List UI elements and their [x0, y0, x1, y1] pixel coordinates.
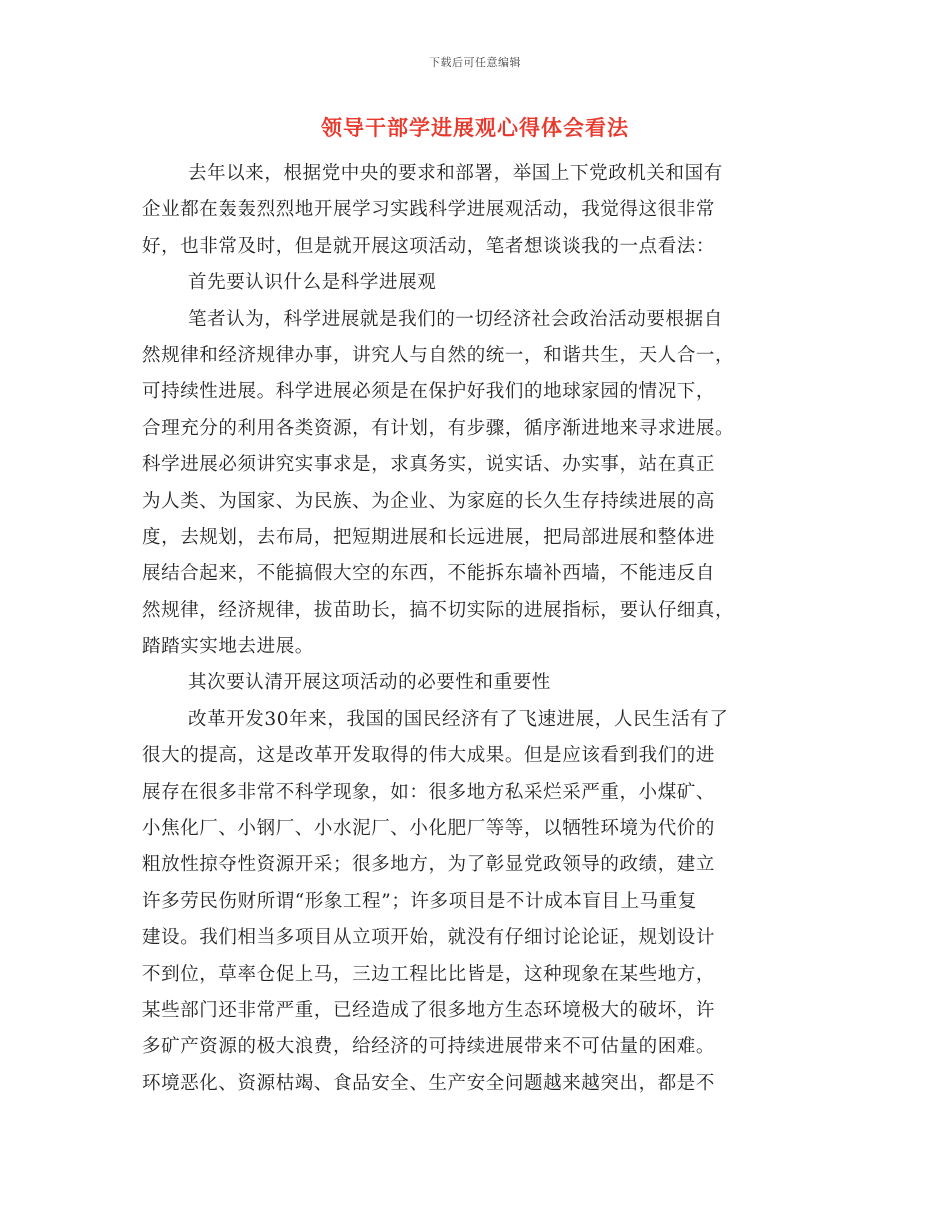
body-line: 粗放性掠夺性资源开采；很多地方，为了彰显党政领导的政绩，建立 [142, 854, 716, 876]
body-line: 首先要认识什么是科学进展观 [188, 272, 437, 294]
body-line: 为人类、为国家、为民族、为企业、为家庭的长久生存持续进展的高 [142, 490, 716, 512]
body-line: 改革开发30年来，我国的国民经济有了飞速进展，人民生活有了 [188, 708, 729, 730]
body-line: 度，去规划，去布局，把短期进展和长远进展，把局部进展和整体进 [142, 526, 716, 548]
body-line: 展结合起来，不能搞假大空的东西，不能拆东墙补西墙，不能违反自 [142, 563, 716, 585]
body-line: 多矿产资源的极大浪费，给经济的可持续进展带来不可估量的困难。 [142, 1036, 716, 1058]
body-line: 不到位，草率仓促上马，三边工程比比皆是，这种现象在某些地方， [142, 963, 716, 985]
body-line: 科学进展必须讲究实事求是，求真务实，说实话、办实事，站在真正 [142, 454, 716, 476]
body-line: 很大的提高，这是改革开发取得的伟大成果。但是应该看到我们的进 [142, 745, 716, 767]
body-line: 合理充分的利用各类资源，有计划，有步骤，循序渐进地来寻求进展。 [142, 417, 735, 439]
body-line: 然规律和经济规律办事，讲究人与自然的统一，和谐共生，天人合一， [142, 344, 735, 366]
document-title: 领导干部学进展观心得体会看法 [321, 115, 629, 140]
body-line: 笔者认为，科学进展就是我们的一切经济社会政治活动要根据自 [188, 308, 723, 330]
body-line: 然规律，经济规律，拔苗助长，搞不切实际的进展指标，要认仔细真， [142, 599, 735, 621]
document-body [142, 156, 808, 1102]
body-line: 建设。我们相当多项目从立项开始，就没有仔细讨论论证，规划设计 [142, 927, 716, 949]
body-line: 小焦化厂、小钢厂、小水泥厂、小化肥厂等等，以牺牲环境为代价的 [142, 818, 716, 840]
header-note: 下载后可任意编辑 [429, 56, 521, 69]
body-line: 环境恶化、资源枯竭、食品安全、生产安全问题越来越突出，都是不 [142, 1072, 716, 1094]
body-line: 踏踏实实地去进展。 [142, 636, 314, 658]
body-line: 去年以来，根据党中央的要求和部署，举国上下党政机关和国有 [188, 163, 723, 184]
body-line: 可持续性进展。科学进展必须是在保护好我们的地球家园的情况下， [142, 381, 716, 403]
body-line: 展存在很多非常不科学现象，如：很多地方私采烂采严重，小煤矿、 [142, 781, 716, 803]
body-line: 许多劳民伤财所谓“形象工程”；许多项目是不计成本盲目上马重复 [142, 890, 697, 912]
body-line: 某些部门还非常严重，已经造成了很多地方生态环境极大的破坏，许 [142, 999, 716, 1021]
body-line: 好，也非常及时，但是就开展这项活动，笔者想谈谈我的一点看法： [142, 235, 716, 257]
body-line: 企业都在轰轰烈烈地开展学习实践科学进展观活动，我觉得这很非常 [142, 199, 716, 221]
body-line: 其次要认清开展这项活动的必要性和重要性 [188, 672, 551, 694]
